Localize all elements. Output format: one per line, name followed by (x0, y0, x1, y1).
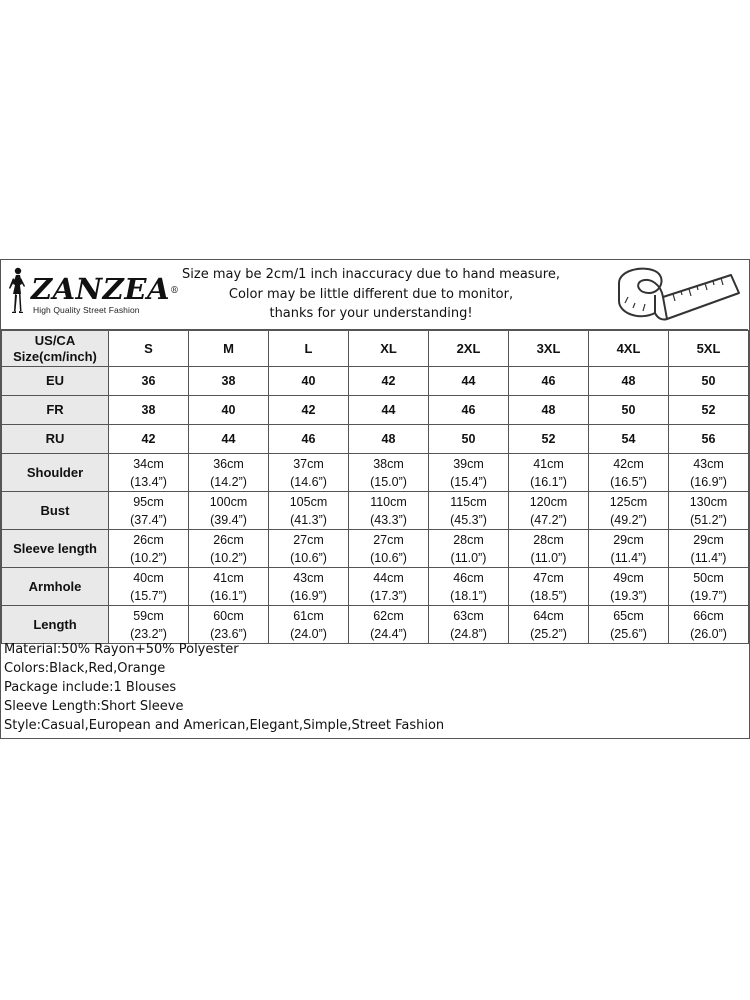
region-size-cell: 38 (109, 396, 189, 425)
region-size-cell: 48 (349, 425, 429, 454)
cm-value: 27cm (373, 532, 404, 547)
region-size-cell: 42 (109, 425, 189, 454)
region-size-cell: 52 (509, 425, 589, 454)
cm-value: 44cm (373, 570, 404, 585)
size-header-cell: 3XL (509, 331, 589, 367)
spec-style: Style:Casual,European and American,Elegant,Simple,Street Fashion (4, 718, 445, 733)
cm-value: 130cm (689, 494, 728, 509)
row-label: Length (2, 606, 109, 644)
cm-value: 125cm (609, 494, 648, 509)
inch-value: (10.6”) (370, 550, 407, 565)
row-label: Bust (2, 492, 109, 530)
region-size-cell: 36 (109, 367, 189, 396)
measurement-cell (589, 606, 669, 644)
inch-value: (26.0”) (690, 626, 727, 641)
measurement-cell (589, 568, 669, 606)
row-label: EU (2, 367, 109, 396)
inch-value: (39.4”) (210, 512, 247, 527)
region-size-cell: 46 (429, 396, 509, 425)
cm-value: 37cm (293, 456, 324, 471)
cm-value: 115cm (450, 494, 487, 509)
inch-value: (17.3”) (370, 588, 407, 603)
cm-value: 95cm (133, 494, 164, 509)
region-size-cell: 40 (269, 367, 349, 396)
notice-line: thanks for your understanding! (269, 306, 473, 321)
cm-value: 29cm (613, 532, 644, 547)
cm-value: 105cm (289, 494, 328, 509)
size-header-cell: XL (349, 331, 429, 367)
measurement-cell (509, 530, 589, 568)
measurement-cell (349, 606, 429, 644)
measurement-cell (109, 454, 189, 492)
inch-value: (11.4”) (610, 550, 647, 565)
brand-tagline: High Quality Street Fashion (33, 305, 140, 315)
cm-value: 36cm (213, 456, 244, 471)
region-size-cell: 48 (509, 396, 589, 425)
measurement-cell (349, 568, 429, 606)
cm-value: 46cm (453, 570, 484, 585)
inaccuracy-notice (171, 265, 571, 324)
region-row (2, 425, 749, 454)
inch-value: (43.3”) (370, 512, 407, 527)
brand-name: ZANZEA® (31, 272, 180, 306)
measurement-cell (429, 454, 509, 492)
inch-value: (11.0”) (450, 550, 487, 565)
brand-logo (5, 264, 180, 324)
cm-value: 40cm (133, 570, 164, 585)
measurement-cell (349, 454, 429, 492)
row-label: RU (2, 425, 109, 454)
inch-value: (18.1”) (450, 588, 487, 603)
row-label: FR (2, 396, 109, 425)
measurement-cell (109, 492, 189, 530)
inch-value: (16.1”) (210, 588, 247, 603)
region-size-cell: 44 (349, 396, 429, 425)
inch-value: (24.4”) (370, 626, 407, 641)
measurement-row (2, 606, 749, 644)
spec-material: Material:50% Rayon+50% Polyester (4, 642, 239, 657)
inch-value: (49.2”) (610, 512, 647, 527)
cm-value: 26cm (133, 532, 164, 547)
region-size-cell: 38 (189, 367, 269, 396)
region-row (2, 367, 749, 396)
notice-line: Color may be little different due to monitor, (228, 286, 514, 302)
inch-value: (11.4”) (690, 550, 727, 565)
inch-value: (24.8”) (450, 626, 487, 641)
measurement-cell (349, 530, 429, 568)
chart-header (1, 260, 748, 330)
cm-value: 63cm (453, 608, 484, 623)
row-label: Sleeve length (2, 530, 109, 568)
measurement-cell (349, 492, 429, 530)
inch-value: (14.2”) (210, 474, 247, 489)
measurement-cell (669, 606, 749, 644)
cm-value: 41cm (533, 456, 564, 471)
region-size-cell: 56 (669, 425, 749, 454)
measurement-cell (509, 606, 589, 644)
size-header-cell: 2XL (429, 331, 509, 367)
measurement-cell (189, 454, 269, 492)
region-row (2, 396, 749, 425)
inch-value: (51.2”) (690, 512, 727, 527)
inch-value: (13.4”) (130, 474, 167, 489)
row-label: Armhole (2, 568, 109, 606)
measurement-cell (669, 568, 749, 606)
measurement-cell (269, 454, 349, 492)
product-specs (4, 640, 444, 735)
measurement-cell (509, 568, 589, 606)
cm-value: 39cm (453, 456, 484, 471)
measurement-cell (429, 568, 509, 606)
inch-value: (14.6”) (290, 474, 327, 489)
size-header-row (2, 331, 749, 367)
size-header-cell: S (109, 331, 189, 367)
cm-value: 66cm (693, 608, 724, 623)
inch-value: (18.5”) (530, 588, 567, 603)
cm-value: 64cm (533, 608, 564, 623)
region-size-cell: 50 (429, 425, 509, 454)
size-header-cell: L (269, 331, 349, 367)
measuring-tape-icon (611, 263, 743, 325)
cm-value: 28cm (533, 532, 564, 547)
row-label: Shoulder (2, 454, 109, 492)
size-header-cell: M (189, 331, 269, 367)
inch-value: (10.2”) (210, 550, 247, 565)
cm-value: 49cm (613, 570, 644, 585)
measurement-cell (269, 606, 349, 644)
inch-value: (25.6”) (610, 626, 647, 641)
region-size-cell: 44 (429, 367, 509, 396)
cm-value: 29cm (693, 532, 724, 547)
spec-package: Package include:1 Blouses (4, 680, 177, 695)
region-size-cell: 48 (589, 367, 669, 396)
inch-value: (23.6”) (210, 626, 247, 641)
cm-value: 110cm (370, 494, 407, 509)
cm-value: 61cm (293, 608, 324, 623)
region-size-cell: 50 (589, 396, 669, 425)
region-size-cell: 46 (269, 425, 349, 454)
cm-value: 41cm (213, 570, 244, 585)
measurement-cell (429, 606, 509, 644)
cm-value: 50cm (693, 570, 724, 585)
cm-value: 47cm (533, 570, 564, 585)
inch-value: (23.2”) (130, 626, 167, 641)
cm-value: 60cm (213, 608, 244, 623)
region-size-cell: 52 (669, 396, 749, 425)
inch-value: (45.3”) (450, 512, 487, 527)
cm-value: 38cm (373, 456, 404, 471)
measurement-cell (269, 492, 349, 530)
cm-value: 34cm (133, 456, 164, 471)
measurement-row (2, 492, 749, 530)
measurement-cell (189, 492, 269, 530)
measurement-cell (509, 492, 589, 530)
inch-value: (25.2”) (530, 626, 567, 641)
measurement-cell (589, 454, 669, 492)
cm-value: 65cm (613, 608, 644, 623)
cm-value: 43cm (693, 456, 724, 471)
cm-value: 43cm (293, 570, 324, 585)
measurement-cell (429, 492, 509, 530)
inch-value: (10.2”) (130, 550, 167, 565)
woman-silhouette-icon (5, 264, 29, 324)
inch-value: (19.7”) (690, 588, 727, 603)
measurement-cell (669, 492, 749, 530)
cm-value: 42cm (613, 456, 644, 471)
inch-value: (10.6”) (290, 550, 327, 565)
measurement-row (2, 454, 749, 492)
inch-value: (37.4”) (130, 512, 167, 527)
inch-value: (16.9”) (290, 588, 327, 603)
notice-line: Size may be 2cm/1 inch inaccuracy due to hand measure, (182, 267, 560, 282)
inch-value: (16.1”) (530, 474, 567, 489)
cm-value: 28cm (453, 532, 484, 547)
inch-value: (24.0”) (290, 626, 327, 641)
size-header-cell: 4XL (589, 331, 669, 367)
cm-value: 26cm (213, 532, 244, 547)
measurement-cell (189, 568, 269, 606)
measurement-row (2, 530, 749, 568)
inch-value: (16.5”) (610, 474, 647, 489)
region-size-cell: 42 (269, 396, 349, 425)
measurement-cell (189, 606, 269, 644)
region-size-cell: 42 (349, 367, 429, 396)
size-chart (0, 259, 750, 739)
spec-sleeve-length: Sleeve Length:Short Sleeve (4, 699, 184, 714)
measurement-cell (589, 530, 669, 568)
size-header-cell: 5XL (669, 331, 749, 367)
measurement-cell (269, 568, 349, 606)
measurement-cell (109, 530, 189, 568)
cm-value: 100cm (209, 494, 248, 509)
region-size-cell: 46 (509, 367, 589, 396)
inch-value: (47.2”) (530, 512, 567, 527)
cm-value: 62cm (373, 608, 404, 623)
region-size-cell: 54 (589, 425, 669, 454)
spec-colors: Colors:Black,Red,Orange (4, 661, 166, 676)
measurement-cell (669, 454, 749, 492)
measurement-cell (109, 606, 189, 644)
inch-value: (19.3”) (610, 588, 647, 603)
measurement-cell (189, 530, 269, 568)
measurement-cell (589, 492, 669, 530)
size-table (1, 330, 749, 644)
region-size-cell: 44 (189, 425, 269, 454)
measurement-cell (429, 530, 509, 568)
inch-value: (16.9”) (690, 474, 727, 489)
measurement-cell (669, 530, 749, 568)
measurement-cell (509, 454, 589, 492)
inch-value: (15.7”) (130, 588, 167, 603)
inch-value: (15.0”) (370, 474, 407, 489)
measurement-cell (109, 568, 189, 606)
inch-value: (41.3”) (290, 512, 327, 527)
cm-value: 27cm (293, 532, 324, 547)
inch-value: (11.0”) (530, 550, 567, 565)
measurement-cell (269, 530, 349, 568)
measurement-row (2, 568, 749, 606)
corner-label: US/CA Size(cm/inch) (2, 331, 109, 367)
cm-value: 120cm (529, 494, 568, 509)
region-size-cell: 50 (669, 367, 749, 396)
cm-value: 59cm (133, 608, 164, 623)
region-size-cell: 40 (189, 396, 269, 425)
inch-value: (15.4”) (450, 474, 487, 489)
